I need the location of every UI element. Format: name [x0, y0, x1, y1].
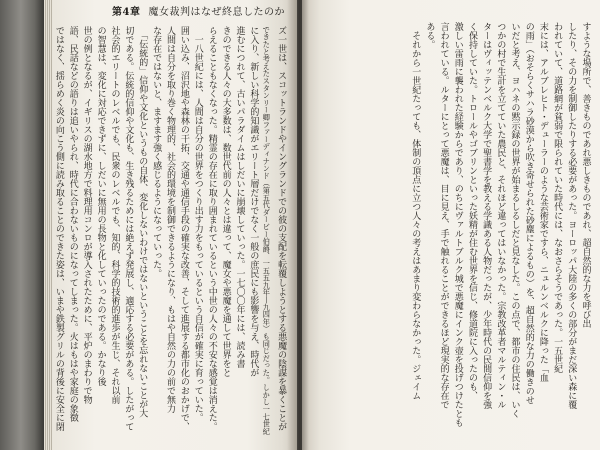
chapter-label: 第4章 — [112, 7, 141, 18]
right-page-text — [408, 22, 592, 442]
text-column: く保持していた。トロールやゴブリンといった妖精が住む世界を信じ、修道院に入ったのも、 — [466, 22, 477, 400]
text-column: に入り、新しい科学的知識がエリート層だけでなく一般の庶民にも影響を与え、時代が — [248, 26, 259, 377]
left-page-text — [51, 26, 287, 446]
text-column: それから一世紀たっても、体制の頂点に立つ人々の考えはあまり変わらなかった。ジェイム — [410, 22, 421, 400]
text-column: 一八世紀には、人間は自分の世界をつくり出す力をもっているという自信が確実に育っていた。 — [192, 26, 203, 422]
running-header — [112, 6, 285, 20]
text-column: すような場所で、善きものであれ悪しきものであれ、超自然的な力を呼び出 — [580, 22, 591, 328]
text-column: 切である。伝統的信仰や文化も、生き残るためには絶えず発展し、適応する必要がある。したがって — [123, 26, 134, 431]
text-column: な存在ではないと、ますます強く感じるようになっていった。 — [151, 26, 162, 278]
text-column: つかの村で生計を立てていた農民と、それほど違ってはいなかった。宗教改革者マルティン・ル — [495, 22, 506, 409]
background-surface — [0, 0, 46, 450]
text-column: いだと考え、ヨハネの黙示録の世界が始まるしるしだと見なした。この点で、都市の住民は、いく — [509, 22, 520, 418]
text-column: われていて、道路網が貧弱で限られていた時代には、なおさらそうであった。一五世紀 — [552, 22, 563, 373]
text-column: 末には、アルブレヒト・デューラーのような芸術家ですら、ニュルンベルクに降った「血 — [537, 22, 548, 382]
text-column: 世の例となるが、イギリスの湖水地方で料理用コンロが導入されたために、平炉のまわりで物 — [81, 26, 92, 404]
text-column: 語、民話などの語りは追いやられ、時代に合わないものになってしまった。火はもはや家庭の象徴 — [67, 26, 78, 422]
text-column: できたと考えたスタンリー卿ファーディナンド（第五代ダービー伯爵、一五五九年―九四年）も同じだった。しかし一七世紀 — [262, 26, 272, 435]
text-column: の雨」（おそらくサハラ砂漠から吹き寄せられた砂塵によるもの）を、超自然的な力の働きのせ — [523, 22, 534, 405]
text-column: 「伝統的」信仰や文化というもの自体、変化しないわけではないということを忘れないことが大 — [137, 26, 148, 418]
text-column: 社会的エリートのレベルでも、民衆のレベルでも、知的、科学的技術的進歩が生じ、それ以前 — [109, 26, 120, 404]
text-column: 囲い込み、沼沢地や森林の干拓、交通や通信手段の確実な改善、そして進展する都市化のおかげで、 — [178, 26, 189, 431]
text-column: ある。 — [424, 22, 435, 49]
text-column: 激しい雷雨に襲われた経験からであり、のちにヴァルトブルク城で悪魔にインク壺を投げつけたとも — [452, 22, 463, 427]
text-column: ターはヴィッテンベルク大学で聖書学を教える学識ある人物だったが、少年時代の民間信仰を強 — [481, 22, 492, 409]
book-gutter — [287, 0, 309, 450]
chapter-title: 魔女裁判はなぜ終息したのか — [148, 7, 285, 18]
text-column: ではなく、揺らめく炎の向こう側に読み取ることのできた姿は、いまや鉄製グリルの背後に安全に閉 — [53, 26, 64, 431]
text-column: らえることもなくなった。精霊の存在に取り囲まれているという中世の人々の不安な感覚は消えた。 — [206, 26, 217, 431]
text-column: 進むにつれて、古いパラダイムはしだいに崩壊していった。一七〇〇年には、読み書 — [234, 26, 245, 368]
text-column: ズ一世は、スコットランドやイングランドでの彼の支配を転覆しようとする悪魔の陰謀を暴くことが — [276, 26, 287, 431]
text-column: したり、その力を制御したりする必要があった。ヨーロッパ大陸の多くの部分がまだ深い森に覆 — [566, 22, 577, 409]
text-column: 人間は自分を取り巻く物理的、社会的環境を制御できるようになり、もはや自然の力の前で無力 — [165, 26, 176, 413]
text-column: きのできる人々の大多数は、数世代前の人々とは違って、魔女や悪魔を通して世界をと — [220, 26, 231, 377]
text-column: の智慧は、変化に対応できずに、しだいに無用の長物と化していったのである。かなり後 — [95, 26, 106, 386]
text-column: 言われている。ルターにとって悪魔は、目に見え、手で触れることができるほど現実的な存在で — [438, 22, 449, 409]
